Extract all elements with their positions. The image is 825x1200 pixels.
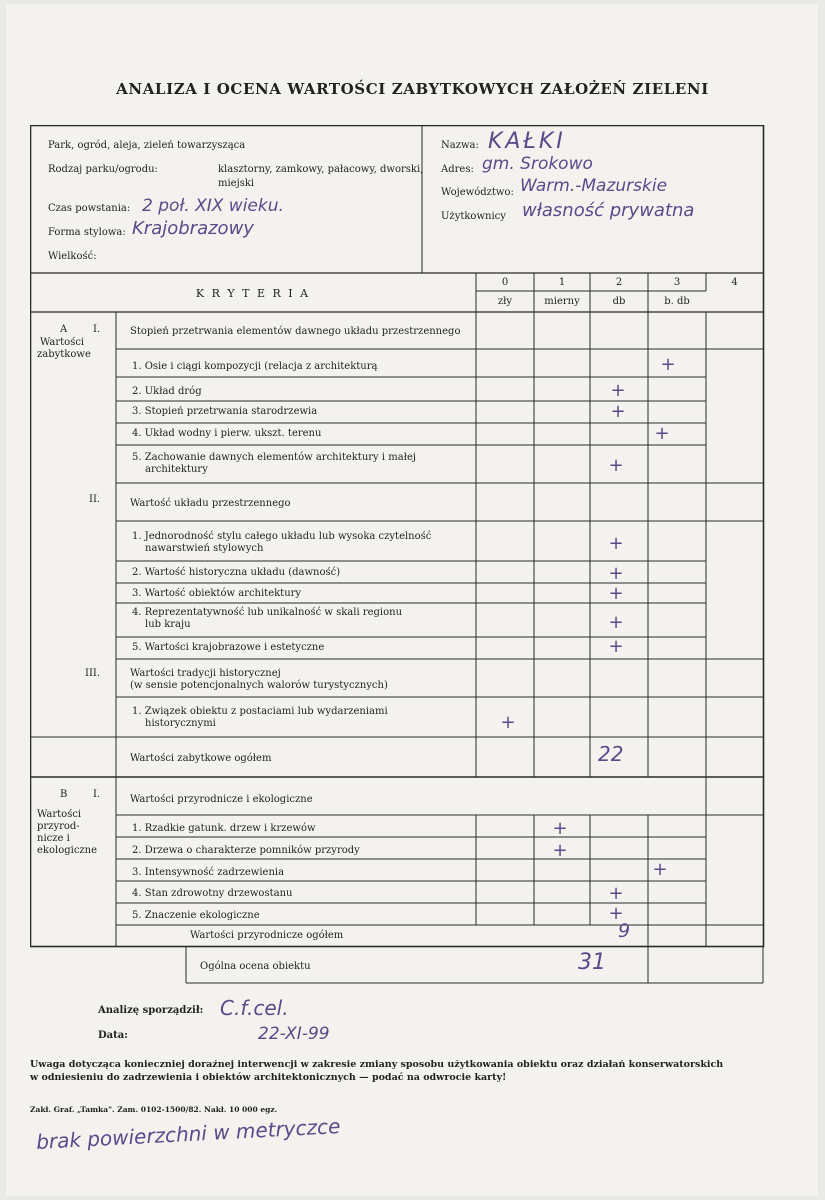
section-a-letter: A — [60, 324, 68, 335]
mark-a2-1: + — [608, 533, 624, 554]
mark-b2: + — [552, 840, 568, 861]
criterion-a2-5: 5. Wartości krajobrazowe i estetyczne — [132, 642, 325, 653]
group-2-title: Wartość układu przestrzennego — [130, 498, 291, 509]
mark-a2-3: + — [608, 583, 624, 604]
heritage-total-label: Wartości zabytkowe ogółem — [130, 753, 272, 764]
rodzaj-label: Rodzaj parku/ogrodu: — [48, 164, 158, 175]
intervention-note-line-1: Uwaga dotycząca konieczniej doraźnej interwencji w zakresie zmiany sposobu użytkowania obiektu oraz działań konserwatorskich — [30, 1059, 724, 1070]
criterion-a1-5-cont: architektury — [145, 464, 208, 475]
score-name-0: zły — [497, 296, 513, 307]
criterion-a2-4: 4. Reprezentatywność lub unikalność w skali regionu — [132, 607, 403, 618]
print-info: Zakł. Graf. „Tamka". Zam. 0102-1500/82. Nakł. 10 000 egz. — [30, 1105, 278, 1114]
overall-value: 31 — [578, 950, 606, 975]
score-4: 4 — [731, 277, 738, 288]
nazwa-label: Nazwa: — [441, 140, 479, 151]
forma-label: Forma stylowa: — [48, 227, 126, 238]
criterion-a2-4-cont: lub kraju — [145, 619, 191, 630]
section-a-roman-3: III. — [85, 668, 101, 679]
object-type-line: Park, ogród, aleja, zieleń towarzysząca — [48, 140, 246, 151]
mark-a3-1: + — [500, 712, 516, 733]
adres-label: Adres: — [441, 164, 474, 175]
mark-b1: + — [552, 818, 568, 839]
mark-a1-3: + — [610, 401, 626, 422]
score-2: 2 — [615, 277, 623, 288]
criterion-a3-1: 1. Związek obiektu z postaciami lub wydarzeniami — [132, 706, 388, 717]
score-0: 0 — [501, 277, 509, 288]
section-b-name-4: ekologiczne — [37, 845, 98, 856]
intervention-note-line-2: w odniesieniu do zadrzewienia i obiektów architektonicznych — podać na odwrocie karty! — [30, 1072, 507, 1083]
mark-b4: + — [608, 883, 624, 904]
score-name-2: db — [612, 296, 626, 307]
score-name-1: mierny — [544, 296, 580, 307]
mark-a2-5: + — [608, 636, 624, 657]
form-title: ANALIZA I OCENA WARTOŚCI ZABYTKOWYCH ZAŁOŻEŃ ZIELENI — [116, 80, 709, 98]
date-value: 22-XI-99 — [258, 1024, 330, 1044]
criterion-a1-3: 3. Stopień przetrwania starodrzewia — [132, 406, 318, 417]
section-b-name-2: przyrod- — [37, 821, 80, 832]
section-b-roman: I. — [93, 789, 101, 800]
group-3-title-cont: (w sensie potencjonalnych walorów turystycznych) — [130, 680, 388, 691]
criterion-a1-4: 4. Układ wodny i pierw. ukszt. terenu — [132, 428, 322, 439]
forma-value: Krajobrazowy — [132, 218, 254, 239]
criterion-a2-1: 1. Jednorodność stylu całego układu lub wysoka czytelność — [132, 531, 432, 542]
rodzaj-options: klasztorny, zamkowy, pałacowy, dworski, — [218, 164, 424, 175]
nature-total-value: 9 — [618, 920, 631, 942]
mark-a2-2: + — [608, 563, 624, 584]
handwritten-note: brak powierzchni w metryczce — [35, 1114, 341, 1154]
criterion-a2-1-cont: nawarstwień stylowych — [145, 543, 264, 554]
mark-a1-5: + — [608, 455, 624, 476]
date-label: Data: — [98, 1030, 128, 1041]
nature-total-label: Wartości przyrodnicze ogółem — [190, 930, 344, 941]
mark-b3: + — [652, 859, 668, 880]
overall-label: Ogólna ocena obiektu — [200, 961, 311, 972]
criterion-a1-1: 1. Osie i ciągi kompozycji (relacja z architekturą — [132, 361, 378, 372]
criterion-b3: 3. Intensywność zadrzewienia — [132, 867, 285, 878]
section-a-roman-2: II. — [89, 494, 101, 505]
criterion-a2-2: 2. Wartość historyczna układu (dawność) — [132, 567, 341, 578]
uzytkownicy-label: Użytkownicy — [441, 211, 506, 222]
score-3: 3 — [673, 277, 681, 288]
section-a-name: Wartości — [40, 337, 85, 348]
group-3-title: Wartości tradycji historycznej — [130, 668, 281, 679]
section-b-name: Wartości — [37, 809, 82, 820]
mark-a2-4: + — [608, 612, 624, 633]
prepared-by-label: Analizę sporządził: — [98, 1005, 204, 1016]
czas-value: 2 poł. XIX wieku. — [142, 196, 284, 216]
criterion-b1: 1. Rzadkie gatunk. drzew i krzewów — [132, 823, 316, 834]
criterion-b2: 2. Drzewa o charakterze pomników przyrody — [132, 845, 360, 856]
criterion-a1-5: 5. Zachowanie dawnych elementów architektury i małej — [132, 452, 416, 463]
intervention-note — [30, 1058, 790, 1084]
adres-value: gm. Srokowo — [482, 154, 593, 174]
uzytkownicy-value: własność prywatna — [522, 200, 695, 221]
rodzaj-options-cont: miejski — [218, 178, 255, 189]
nature-title: Wartości przyrodnicze i ekologiczne — [130, 794, 313, 805]
nazwa-value: KAŁKI — [488, 129, 566, 154]
criterion-a3-1-cont: historycznymi — [145, 718, 216, 729]
mark-a1-1: + — [660, 354, 676, 375]
prepared-by-signature: C.f.cel. — [220, 996, 289, 1020]
heritage-total-value: 22 — [598, 742, 624, 766]
section-a-roman-1: I. — [93, 324, 101, 335]
wojewodztwo-value: Warm.-Mazurskie — [520, 176, 668, 196]
group-1-title: Stopień przetrwania elementów dawnego układu przestrzennego — [130, 326, 461, 337]
wojewodztwo-label: Województwo: — [441, 187, 514, 198]
criteria-heading: K R Y T E R I A — [195, 287, 311, 300]
score-name-3: b. db — [664, 296, 690, 307]
criterion-a2-3: 3. Wartość obiektów architektury — [132, 588, 302, 599]
criterion-b4: 4. Stan zdrowotny drzewostanu — [132, 888, 293, 899]
mark-a1-2: + — [610, 380, 626, 401]
mark-b5: + — [608, 903, 624, 924]
section-a-name-cont: zabytkowe — [37, 349, 91, 360]
section-b-letter: B — [60, 789, 68, 800]
czas-label: Czas powstania: — [48, 203, 131, 214]
wielkosc-label: Wielkość: — [48, 251, 97, 262]
criterion-a1-2: 2. Układ dróg — [132, 386, 202, 397]
mark-a1-4: + — [654, 423, 670, 444]
section-b-name-3: nicze i — [37, 833, 70, 844]
score-1: 1 — [558, 277, 566, 288]
criterion-b5: 5. Znaczenie ekologiczne — [132, 910, 260, 921]
